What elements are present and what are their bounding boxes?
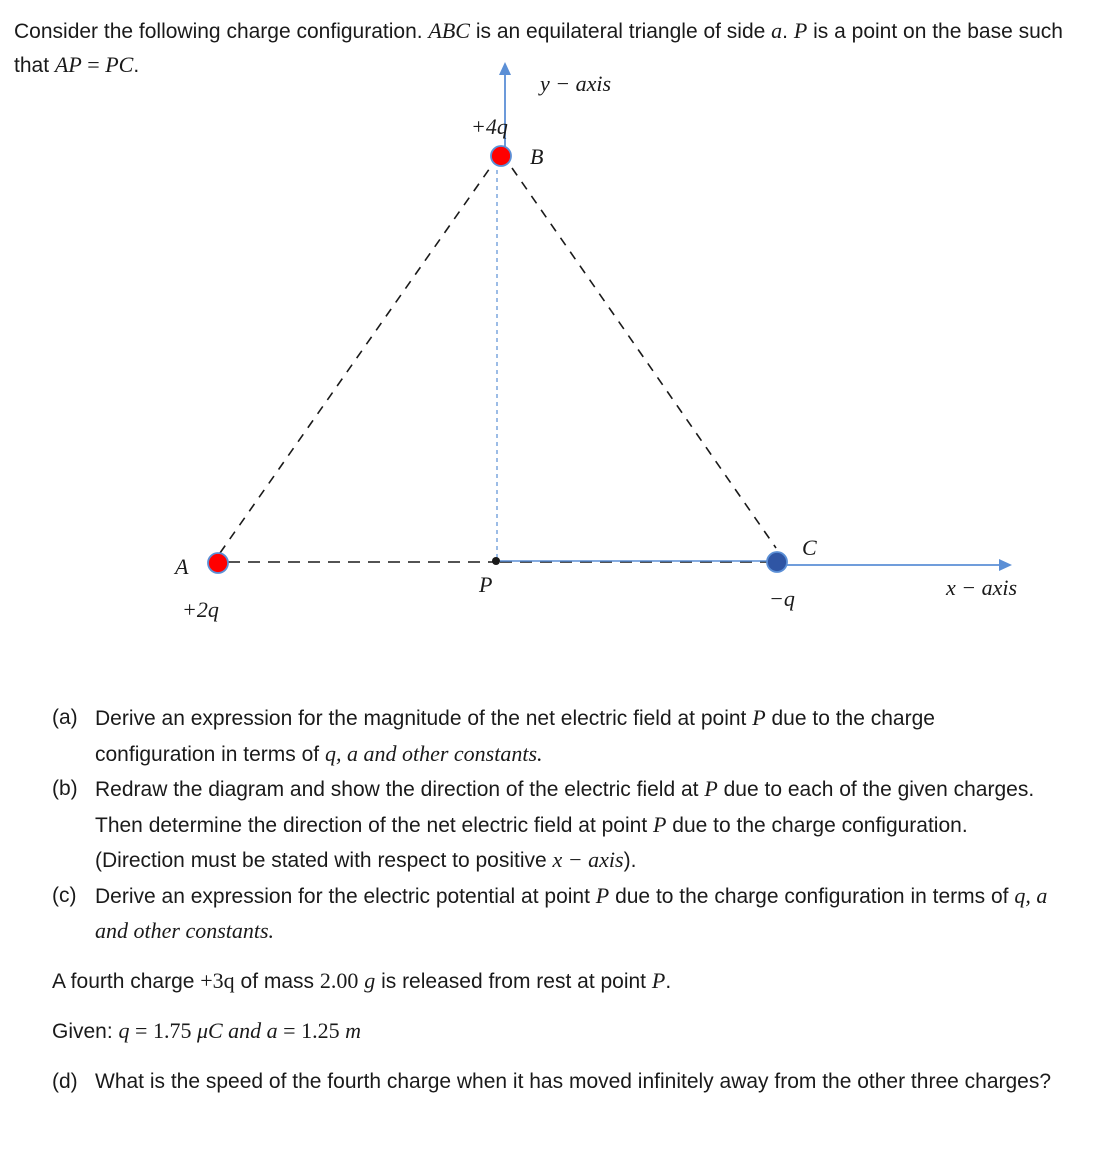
side-symbol: a	[771, 18, 783, 43]
mass-value: 2.00	[319, 968, 359, 993]
question-text: Redraw the diagram and show the direction of the electric field at	[95, 778, 705, 801]
fourth-charge-value: +3q	[200, 968, 235, 993]
x-axis-label: x − axis	[946, 575, 1018, 600]
question-text: ).	[623, 849, 637, 872]
question-text: Derive an expression for the magnitude of the net electric field at point	[95, 707, 753, 730]
a-value: 1.25	[301, 1018, 340, 1043]
question-text: What is the speed of the fourth charge when it has moved infinitely away from the other three charges?	[95, 1070, 1052, 1093]
given-values	[52, 1014, 1062, 1049]
statement-text: is released from rest at point	[375, 970, 652, 993]
question-text: due to the charge configuration in terms of	[609, 884, 1015, 908]
triangle-name: ABC	[428, 18, 470, 43]
question-b	[52, 772, 1052, 879]
y-axis-label: y − axis	[540, 71, 612, 96]
charge-a-label: +2q	[182, 597, 219, 622]
fourth-charge-statement	[52, 964, 1062, 999]
point-p-dot	[492, 557, 500, 565]
charge-c-label: −q	[769, 586, 795, 611]
intro-text: Consider the following charge configuration.	[14, 20, 429, 43]
point-p-symbol: P	[651, 968, 666, 993]
x-axis-arrowhead	[999, 559, 1012, 571]
point-a-label: A	[175, 554, 189, 579]
side-bc-dashed	[512, 168, 776, 548]
intro-text: .	[782, 20, 794, 43]
charge-b-circle	[491, 146, 511, 166]
math-expression: q, a and other constants.	[95, 882, 1048, 943]
y-axis-arrowhead	[499, 62, 511, 75]
point-p-symbol: P	[653, 811, 667, 837]
point-b-label: B	[530, 144, 544, 169]
question-c	[52, 879, 1052, 950]
question-text: Derive an expression for the electric potential at point	[95, 884, 596, 908]
equals-sign: =	[81, 52, 106, 77]
question-label: (b)	[52, 777, 78, 800]
side-ab-dashed	[220, 168, 490, 553]
point-p-symbol: P	[793, 18, 808, 43]
given-label: Given:	[52, 1020, 119, 1043]
q-symbol: q	[118, 1018, 130, 1043]
point-c-label: C	[802, 535, 817, 560]
statement-text: .	[665, 970, 672, 993]
q-unit: μC	[191, 1018, 223, 1043]
charge-b-label: +4q	[471, 114, 508, 139]
point-p-symbol: P	[595, 882, 610, 908]
and-word: and	[222, 1018, 267, 1043]
point-p-symbol: P	[704, 776, 718, 801]
point-p-label: P	[479, 572, 493, 597]
question-label: (a)	[52, 706, 78, 729]
question-list	[52, 701, 1052, 950]
segment-ap: AP	[54, 52, 82, 77]
question-a	[52, 701, 1052, 772]
mass-unit: g	[364, 968, 376, 993]
math-expression: q, a and other constants.	[324, 740, 543, 766]
charge-a-circle	[208, 553, 228, 573]
question-label: (c)	[52, 883, 77, 907]
equals-sign: =	[277, 1018, 302, 1043]
math-expression: x − axis	[552, 847, 624, 872]
segment-pc: PC	[105, 52, 134, 77]
a-unit: m	[339, 1018, 361, 1043]
question-text: due to the charge configuration in terms of	[95, 707, 935, 766]
charge-c-circle	[767, 552, 787, 572]
point-p-symbol: P	[752, 705, 766, 730]
equals-sign: =	[129, 1018, 153, 1043]
question-text: due to the charge configuration. (Direction must be stated with respect to positive	[95, 813, 968, 872]
a-symbol: a	[266, 1018, 278, 1043]
question-text: due to each of the given charges. Then determine the direction of the net electric field at point	[95, 778, 1035, 837]
statement-text: of mass	[234, 970, 320, 993]
question-d	[52, 1065, 1062, 1099]
question-label: (d)	[52, 1070, 78, 1093]
intro-text: is an equilateral triangle of side	[469, 20, 772, 43]
question-d-body	[52, 1065, 1062, 1099]
intro-text: .	[133, 54, 140, 77]
q-value: 1.75	[152, 1018, 192, 1043]
intro-text: is a point on the base such that	[14, 20, 1063, 77]
statement-text: A fourth charge	[52, 970, 201, 993]
